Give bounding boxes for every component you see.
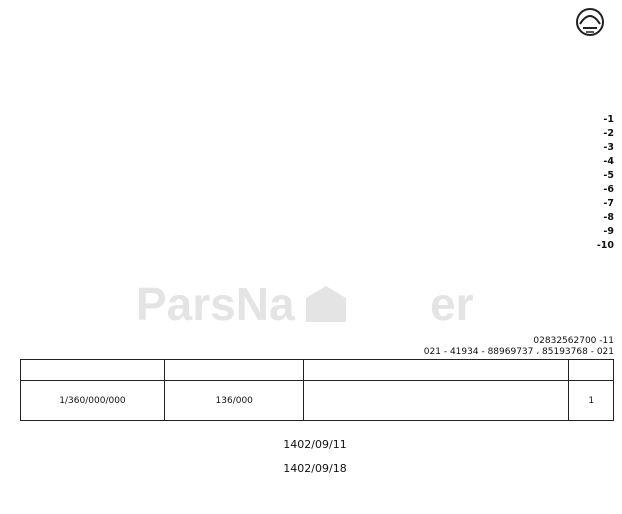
cell-deposit: 1/360/000/000 [21, 381, 165, 421]
second-publication [200, 462, 430, 475]
clause-item: 8- [603, 212, 614, 223]
clause-item: 9- [603, 226, 614, 237]
table-header-row [21, 360, 614, 381]
intro-paragraph [66, 68, 614, 112]
clause-item: 3- [603, 142, 614, 153]
header-unit-price [164, 360, 304, 381]
clause-item: 1- [603, 114, 614, 125]
table-row [21, 381, 614, 421]
first-publication [200, 438, 430, 451]
clause-item: 7- [603, 198, 614, 209]
header-deposit [21, 360, 165, 381]
tender-center-phones: 021 - 85193768 ، 88969737 - 41934 - 021 [423, 347, 614, 357]
office-phone: 02832562700 [533, 336, 597, 346]
header-row-number [569, 360, 614, 381]
contact-line-address: 11- 02832562700 [533, 336, 614, 346]
clause-item: 2- [603, 128, 614, 139]
clause-item: 4- [603, 156, 614, 167]
clause-item: 6- [603, 184, 614, 195]
contact-line-tender-center [46, 347, 614, 358]
second-publication-date: 1402/09/18 [283, 462, 347, 475]
watermark-brand-tail: er [430, 278, 474, 330]
first-publication-date: 1402/09/11 [283, 438, 347, 451]
watermark-brand: ParsNa [136, 278, 295, 330]
clause-list [46, 114, 614, 350]
municipality-emblem-icon [566, 4, 614, 48]
items-table [20, 359, 614, 421]
cell-row-number: 1 [569, 381, 614, 421]
clause-item: 10- [596, 240, 614, 251]
cell-description [304, 381, 569, 421]
cell-unit-price: 136/000 [164, 381, 304, 421]
header-description [304, 360, 569, 381]
contact-block [46, 336, 614, 358]
clause-item: 5- [603, 170, 614, 181]
